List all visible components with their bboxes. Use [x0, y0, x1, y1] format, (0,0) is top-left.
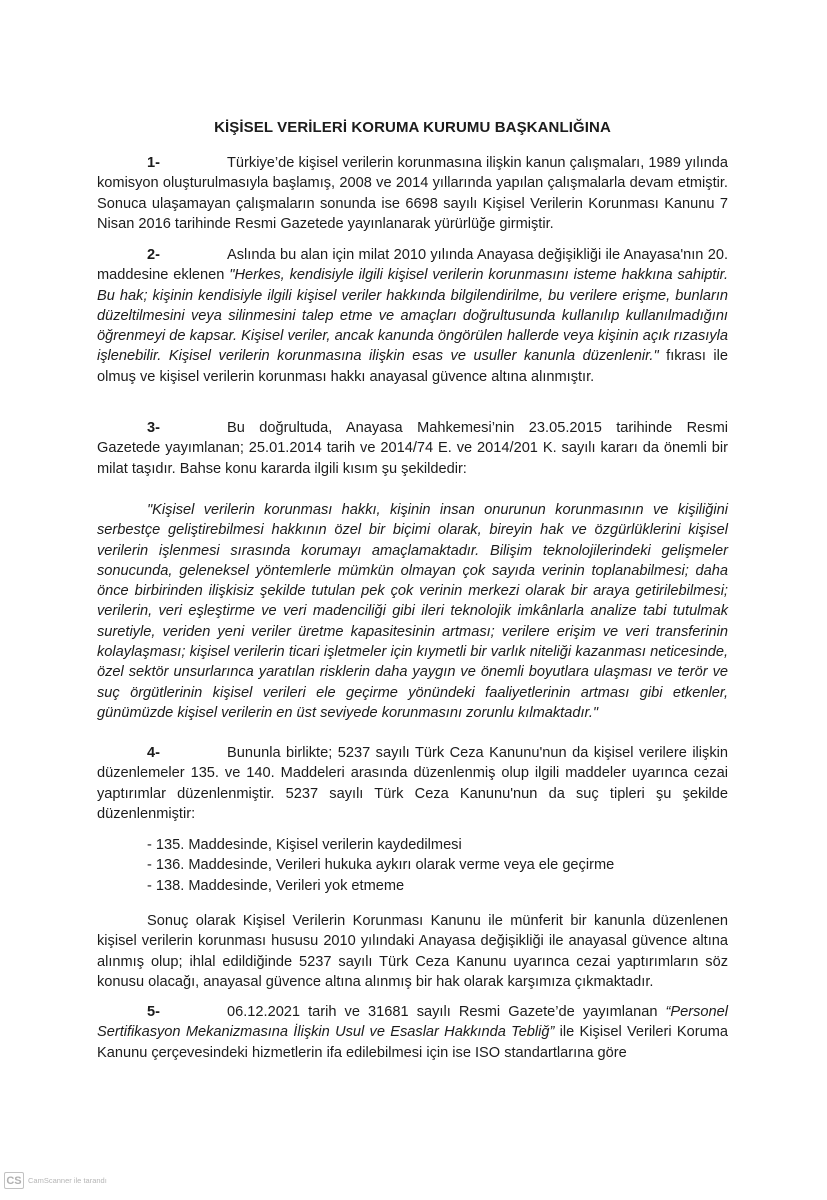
paragraph-3 [97, 418, 728, 479]
paragraph-2 [97, 245, 728, 387]
crime-types-list [147, 835, 614, 896]
scanner-watermark [4, 1172, 107, 1189]
paragraph-number: 2- [147, 247, 160, 263]
conclusion-paragraph [97, 911, 728, 992]
paragraph-text: Bu doğrultuda, Anayasa Mahkemesi’nin 23.05.2015 tarihinde Resmi Gazetede yayımlanan; 25.01.2014 tarih ve 2014/74 E. ve 2014/201 K. sayılı kararı da önemli bir milat taşıdır. Bahse konu kararda ilgili kısım şu şekildedir: [97, 420, 728, 477]
document-title: KİŞİSEL VERİLERİ KORUMA KURUMU BAŞKANLIĞINA [214, 119, 611, 136]
list-item: - 135. Maddesinde, Kişisel verilerin kaydedilmesi [147, 837, 462, 853]
paragraph-text: Türkiye’de kişisel verilerin korunmasına ilişkin kanun çalışmaları, 1989 yılında komisyon oluşturulmasıyla başlamış, 2008 ve 2014 yıllarında yapılan çalışmalarla devam etmiştir. Sonuca ulaşamayan çalışmaların sonunda ise 6698 sayılı Kişisel Verilerin Korunması Kanunu 7 Nisan 2016 tarihinde Resmi Gazetede yayınlanarak yürürlüğe girmiştir. [97, 155, 728, 232]
quote-text: "Kişisel verilerin korunması hakkı, kişinin insan onurunun korunmasının ve kişiliğini serbestçe geliştirebilmesi hakkının özel bir biçimi olarak, bireyin hak ve özgürlüklerini kişisel verilerin işlenmesi sırasında korumayı amaçlamaktadır. Bilişim teknolojilerindeki gelişmeler sonucunda, geleneksel yöntemlerle mümkün olmayan çok sayıda verinin toplanabilmesi; daha önce birbirinden ilişkisiz şekilde tutulan pek çok verinin merkezi olarak bir araya getirilebilmesi; verilerin, veri eşleştirme ve veri madenciliği gibi ileri teknolojik imkânlarla analize tabi tutulmak suretiyle, veriden yeni veriler üretme kapasitesinin artması; verilere erişim ve veri transferinin kolaylaşması; kişisel verilerin ticari işletmeler için kıymetli bir varlık niteliği kazanması neticesinde, özel sektör unsurlarınca yaratılan risklerin daha yaygın ve önemli boyutlara ulaşması ve terör ve suç örgütlerinin kişisel verileri ele geçirme yönündeki faaliyetlerinin artması gibi etkenler, günümüzde kişisel verilerin en üst seviyede korunmasını zorunlu kılmaktadır." [97, 502, 728, 721]
paragraph-text: ile Kişisel Verileri Koruma Kanunu çerçevesindeki hizmetlerin ifa edilebilmesi için ise ISO standartlarına göre [97, 1024, 728, 1061]
paragraph-number: 1- [147, 155, 160, 171]
paragraph-5 [97, 1002, 728, 1063]
paragraph-text: 06.12.2021 tarih ve 31681 sayılı Resmi Gazete’de yayımlanan [227, 1004, 666, 1020]
court-decision-quote [97, 500, 728, 723]
list-item: - 138. Maddesinde, Verileri yok etmeme [147, 877, 405, 894]
list-item: - 136. Maddesinde, Verileri hukuka aykırı olarak verme veya ele geçirme [147, 857, 615, 874]
paragraph-number: 4- [147, 745, 160, 761]
paragraph-text: fıkrası ile olmuş ve kişisel verilerin korunması hakkı anayasal güvence altına alınmıştır. [97, 348, 728, 385]
constitution-quote: "Herkes, kendisiyle ilgili kişisel verilerin korunmasını isteme hakkına sahiptir. Bu hak; kişinin kendisiyle ilgili kişisel veriler hakkında bilgilendirilme, bu verilere erişme, bunların düzeltilmesini veya silinmesini talep etme ve amaçları doğrultusunda kullanılıp kullanılmadığını öğrenmeyi de kapsar. Kişisel veriler, ancak kanunda öngörülen hallerde veya kişinin açık rızasıyla işlenebilir. Kişisel verilerin korunmasına ilişkin esas ve usuller kanunla düzenlenir." [97, 267, 728, 365]
camscanner-logo-icon: CS [4, 1172, 24, 1189]
paragraph-text: Aslında bu alan için milat 2010 yılında Anayasa değişikliği ile Anayasa'nın 20. maddesine eklenen [97, 247, 728, 284]
paragraph-number: 3- [147, 420, 160, 436]
paragraph-number: 5- [147, 1004, 160, 1020]
paragraph-1 [97, 153, 728, 234]
regulation-title: “Personel Sertifikasyon Mekanizmasına İlişkin Usul ve Esaslar Hakkında Tebliğ” [97, 1004, 728, 1041]
paragraph-text: Bununla birlikte; 5237 sayılı Türk Ceza Kanunu'nun da kişisel verilere ilişkin düzenlemeler 135. ve 140. Maddeleri arasında düzenlenmiş olup ilgili maddeler uyarınca cezai yaptırımlar düzenlenmiştir. 5237 sayılı Türk Ceza Kanunu'nun da suç tipleri şu şekilde düzenlenmiştir: [97, 745, 728, 822]
paragraph-text: Sonuç olarak Kişisel Verilerin Korunması Kanunu ile münferit bir kanunla düzenlenen kişisel verilerin korunması hususu 2010 yılındaki Anayasa değişikliği ile anayasal güvence altına alınmış olup; ihlal edildiğinde 5237 sayılı Türk Ceza Kanunu uyarınca cezai yaptırımların söz konusu olacağı, anayasal güvence altına alınmış bir hak olarak karşımıza çıkmaktadır. [97, 913, 728, 990]
paragraph-4 [97, 743, 728, 824]
watermark-text: CamScanner ile tarandı [28, 1176, 107, 1185]
